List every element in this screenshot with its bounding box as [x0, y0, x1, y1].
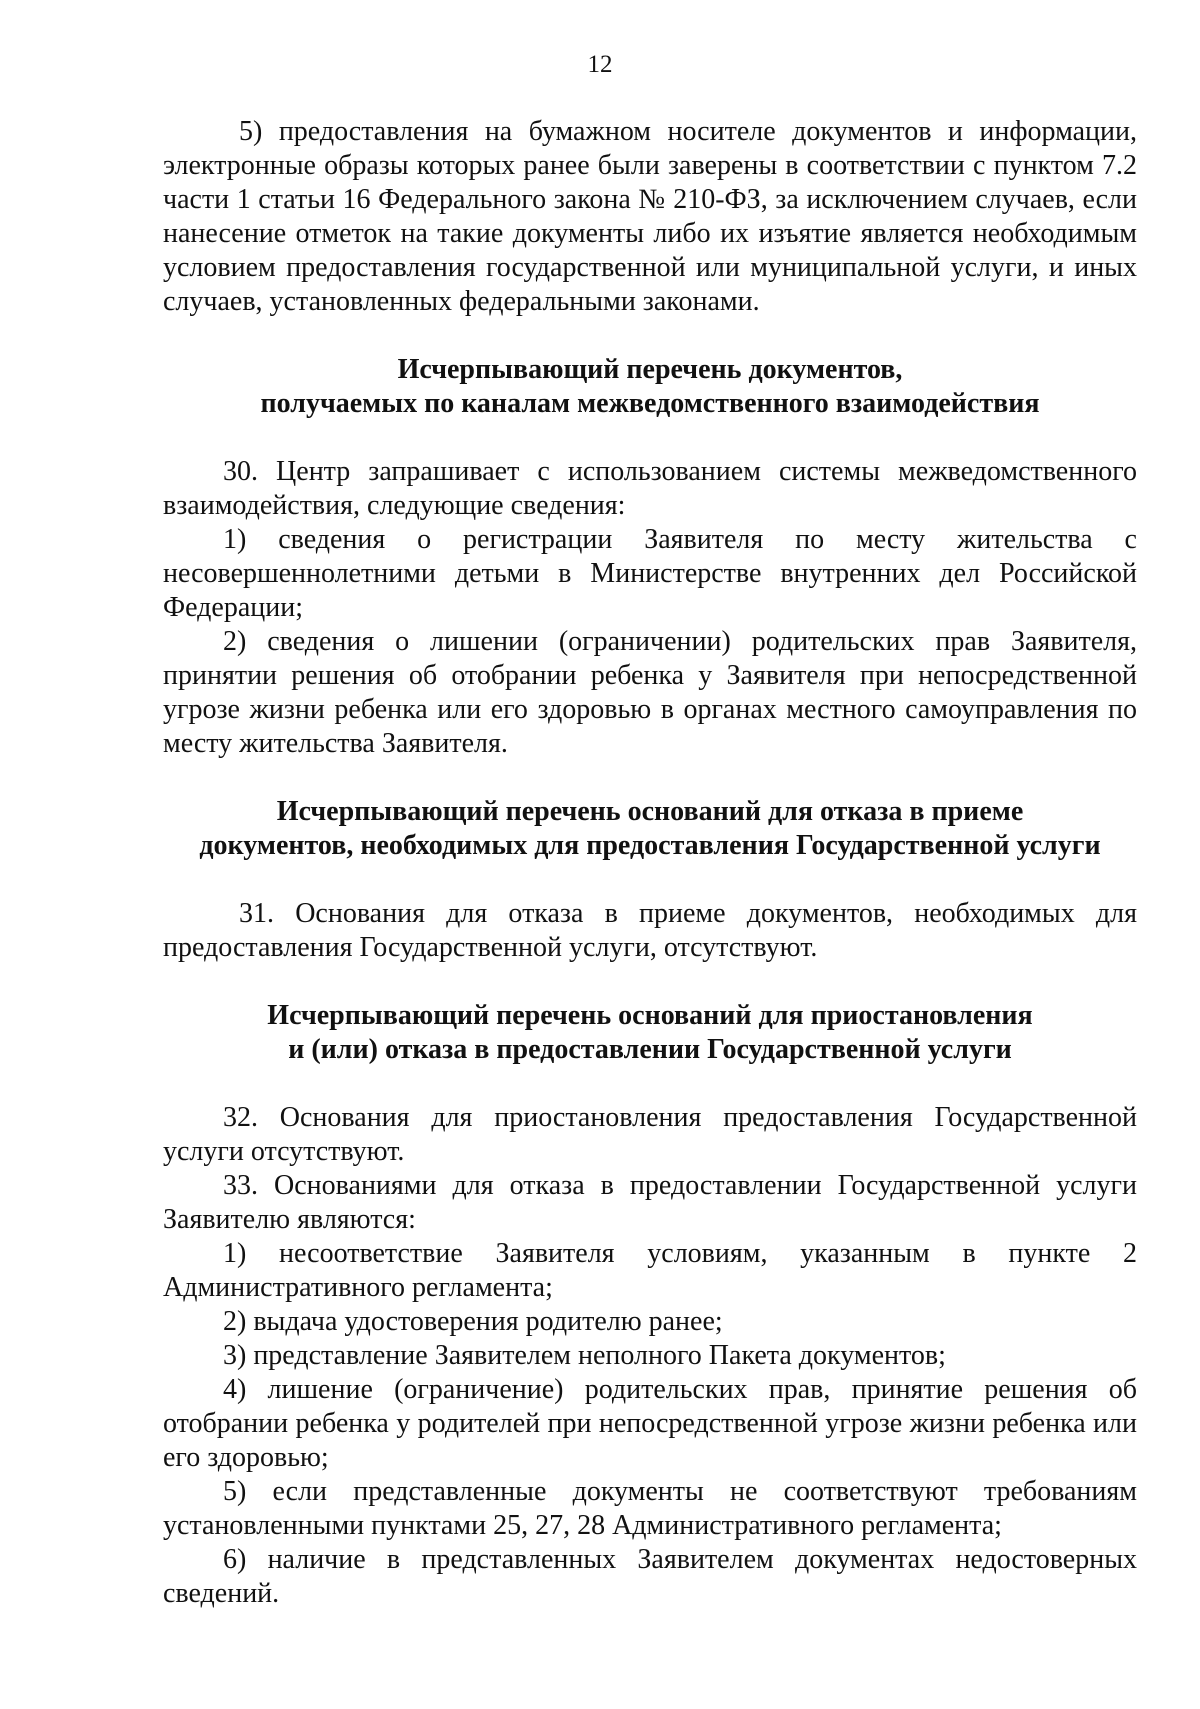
paragraph-5: 5) предоставления на бумажном носителе документов и информации, электронные образы которых ранее были заверены в соответствии с пунктом 7.2 части 1 статьи 16 Федерального закона № 210-ФЗ, за исключением случаев, если нанесение отметок на такие документы либо их изъятие является необходимым условием предоставления государственной или муниципальной услуги, и иных случаев, установленных федеральными законами. [163, 116, 1137, 317]
page-number: 12 [587, 51, 613, 78]
paragraph-33-item-5: 5) если представленные документы не соответствуют требованиям установленными пунктами 25, 27, 28 Административного регламента; [163, 1476, 1137, 1541]
heading-line: Исчерпывающий перечень документов, [397, 354, 903, 385]
paragraph-30-item-2: 2) сведения о лишении (ограничении) родительских прав Заявителя, принятии решения об отобрании ребенка у Заявителя при непосредственной угрозе жизни ребенка или его здоровью в органах местного самоуправления по месту жительства Заявителя. [163, 626, 1137, 759]
heading-suspension-refusal [163, 999, 1137, 1067]
heading-line: Исчерпывающий перечень оснований для приостановления [267, 1000, 1033, 1031]
heading-refusal-acceptance [163, 795, 1137, 863]
paragraph-31: 31. Основания для отказа в приеме документов, необходимых для предоставления Государственной услуги, отсутствуют. [163, 898, 1137, 963]
paragraph-30-item-1: 1) сведения о регистрации Заявителя по месту жительства с несовершеннолетними детьми в Министерстве внутренних дел Российской Федерации; [163, 524, 1137, 623]
paragraph-32: 32. Основания для приостановления предоставления Государственной услуги отсутствуют. [163, 1102, 1137, 1167]
paragraph-33-item-3: 3) представление Заявителем неполного Пакета документов; [223, 1340, 946, 1371]
heading-line: Исчерпывающий перечень оснований для отказа в приеме [276, 796, 1024, 827]
paragraph-33-item-2: 2) выдача удостоверения родителю ранее; [223, 1306, 723, 1337]
document-body [163, 115, 1137, 1611]
heading-interagency-documents [163, 353, 1137, 421]
heading-line: документов, необходимых для предоставления Государственной услуги [199, 830, 1101, 861]
paragraph-33-item-1: 1) несоответствие Заявителя условиям, указанным в пункте 2 Административного регламента; [163, 1238, 1137, 1303]
heading-line: и (или) отказа в предоставлении Государственной услуги [288, 1034, 1012, 1065]
paragraph-33-item-6: 6) наличие в представленных Заявителем документах недостоверных сведений. [163, 1544, 1137, 1609]
paragraph-33: 33. Основаниями для отказа в предоставлении Государственной услуги Заявителю являются: [163, 1170, 1137, 1235]
paragraph-33-item-4: 4) лишение (ограничение) родительских прав, принятие решения об отобрании ребенка у родителей при непосредственной угрозе жизни ребенка или его здоровью; [163, 1374, 1137, 1473]
heading-line: получаемых по каналам межведомственного взаимодействия [260, 388, 1040, 419]
paragraph-30: 30. Центр запрашивает с использованием системы межведомственного взаимодействия, следующие сведения: [163, 456, 1137, 521]
